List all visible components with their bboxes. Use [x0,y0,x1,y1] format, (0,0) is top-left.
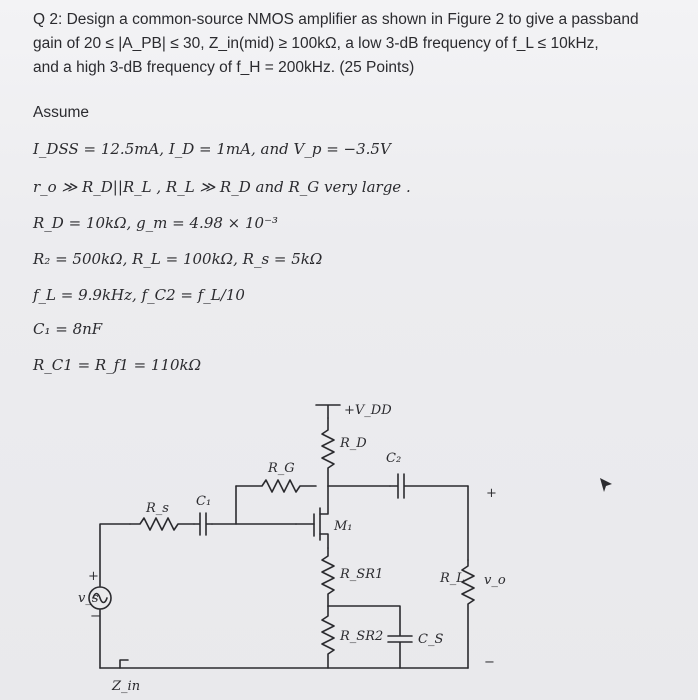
equation-text: R₂ = 500kΩ, R_L = 100kΩ, R_s = 5kΩ [33,250,323,268]
equation-text: R_C1 = R_f1 = 110kΩ [33,356,202,374]
cs-label: C_S [418,632,444,647]
vo-minus-label: − [484,655,495,670]
vdd-label: +V_DD [344,403,392,418]
vs-minus-label: − [90,609,101,624]
question-line-3: and a high 3-dB frequency of f_H = 200kHz. (25 Points) [33,59,415,76]
vs-wire [100,524,130,668]
rsr1-label: R_SR1 [340,567,384,582]
question-line-2: gain of 20 ≤ |A_PB| ≤ 30, Z_in(mid) ≥ 100kΩ, a low 3-dB frequency of f_L ≤ 10kHz, [33,35,599,52]
rd-label: R_D [340,436,367,451]
c1-label: C₁ [196,494,212,509]
rg-resistor [236,480,316,492]
equation-text: R_D = 10kΩ, g_m = 4.98 × 10⁻³ [33,214,279,232]
mosfet-drain [320,486,328,514]
c1-capacitor [194,513,212,535]
rd-resistor [322,418,334,486]
c2-label: C₂ [386,451,402,466]
assume-label: Assume [33,104,89,121]
zin-arrow [120,660,128,668]
rs-label: R_s [146,501,169,516]
c2-capacitor [390,474,468,498]
mosfet-body [314,508,320,540]
equation-text: I_DSS = 12.5mA, I_D = 1mA, and V_p = −3.5V [33,140,391,158]
mosfet-source [320,534,328,548]
rg-label: R_G [268,461,295,476]
equation-text: f_L = 9.9kHz, f_C2 = f_L/10 [33,286,245,304]
vo-label: v_o [484,573,506,588]
equation-text: C₁ = 8nF [33,320,103,338]
rs-resistor [130,518,194,530]
zin-label: Z_in [112,679,141,694]
equation-text: r_o ≫ R_D||R_L , R_L ≫ R_D and R_G very large . [33,178,411,196]
vdd-rail [316,405,340,418]
vs-plus-label: + [88,569,99,584]
m1-label: M₁ [334,519,353,534]
vo-plus-label: + [486,486,497,501]
question-line-1: Q 2: Design a common-source NMOS amplifier as shown in Figure 2 to give a passband [33,11,639,28]
rsr2-resistor [322,606,334,668]
rsr2-label: R_SR2 [340,629,384,644]
vs-label: v_s [78,591,99,606]
rl-label: R_L [440,571,465,586]
rsr1-resistor [322,548,334,606]
mouse-cursor-icon [600,478,612,492]
